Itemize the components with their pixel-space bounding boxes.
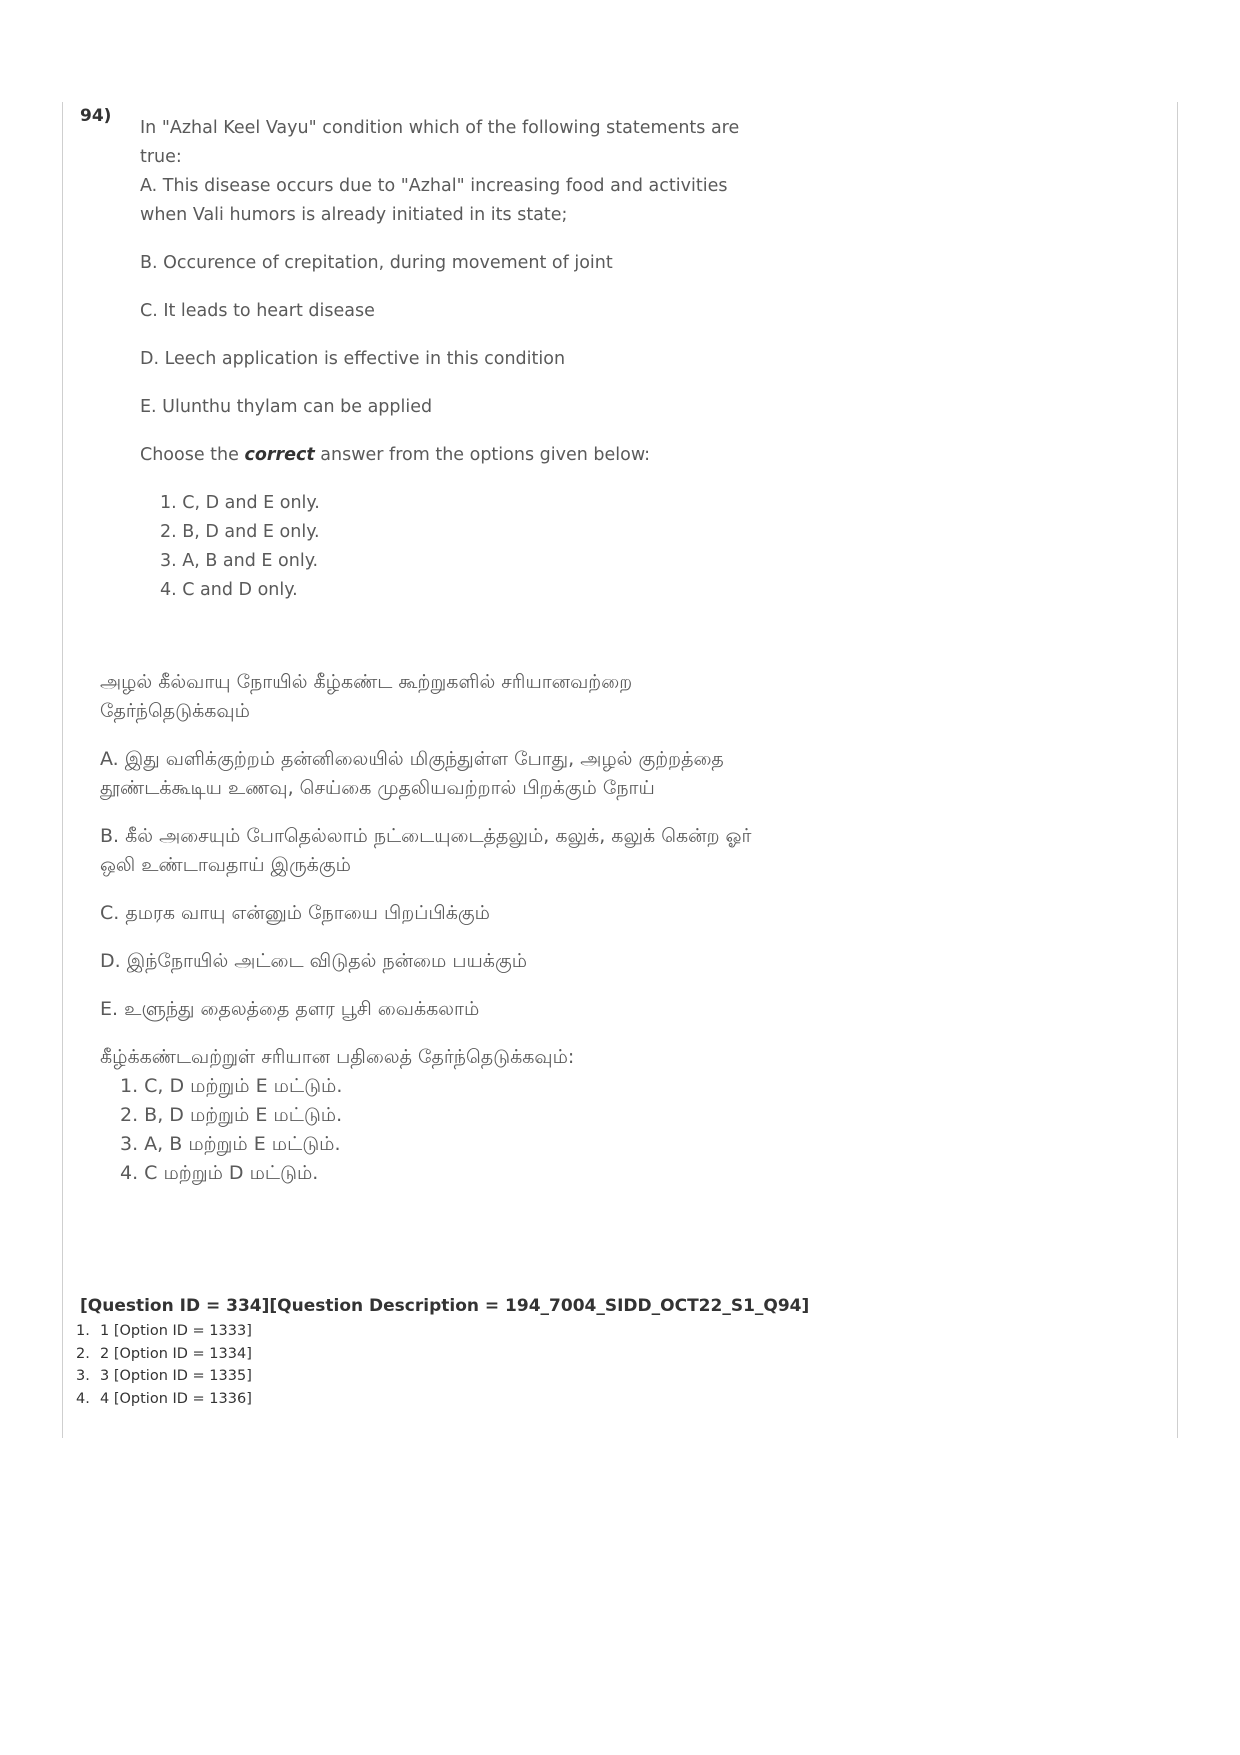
english-choose-instruction bbox=[140, 441, 740, 470]
choose-prefix: Choose the bbox=[140, 445, 245, 465]
tamil-statement-d: D. இந்நோயில் அட்டை விடுதல் நன்மை பயக்கும் bbox=[100, 950, 528, 972]
option-id-number: 3. bbox=[76, 1368, 90, 1384]
tamil-statement-c: C. தமரக வாயு என்னும் நோயை பிறப்பிக்கும் bbox=[100, 902, 490, 924]
english-stem-text: In "Azhal Keel Vayu" condition which of the following statements are true: bbox=[140, 118, 740, 167]
tamil-options-list bbox=[100, 1072, 780, 1188]
choose-suffix: answer from the options given below: bbox=[314, 445, 651, 465]
tamil-option: 2. B, D மற்றும் E மட்டும். bbox=[120, 1104, 343, 1126]
tamil-statement-b: B. கீல் அசையும் போதெல்லாம் நட்டையுடைத்தலும், கலுக், கலுக் கென்ற ஓர் ஒலி உண்டாவதாய் இருக்கும் bbox=[100, 825, 752, 876]
option-id-item bbox=[76, 1343, 252, 1366]
option-id-number: 2. bbox=[76, 1345, 90, 1362]
english-option: 2. B, D and E only. bbox=[160, 522, 320, 542]
option-id-item bbox=[76, 1320, 252, 1343]
option-id-number: 1. bbox=[76, 1323, 90, 1339]
tamil-statement-e: E. உளுந்து தைலத்தை தளர பூசி வைக்கலாம் bbox=[100, 998, 480, 1020]
option-id-item bbox=[76, 1388, 252, 1411]
english-option: 1. C, D and E only. bbox=[160, 493, 320, 513]
english-statement-d: D. Leech application is effective in this condition bbox=[140, 349, 566, 369]
option-id-number: 4. bbox=[76, 1390, 90, 1407]
english-stem bbox=[140, 114, 740, 230]
tamil-option: 1. C, D மற்றும் E மட்டும். bbox=[120, 1075, 343, 1097]
english-statement-a: A. This disease occurs due to "Azhal" increasing food and activities when Vali humors is already initiated in its state; bbox=[140, 176, 728, 225]
option-id-list bbox=[76, 1320, 252, 1410]
choose-emphasis: correct bbox=[244, 445, 315, 465]
option-id-text: 1 [Option ID = 1333] bbox=[100, 1323, 252, 1339]
english-statement-b: B. Occurence of crepitation, during movement of joint bbox=[140, 253, 613, 273]
english-question-block bbox=[140, 114, 740, 605]
question-number: 94) bbox=[80, 106, 112, 126]
option-id-item bbox=[76, 1365, 252, 1388]
english-statement-e: E. Ulunthu thylam can be applied bbox=[140, 397, 433, 417]
english-statement-c: C. It leads to heart disease bbox=[140, 301, 375, 321]
option-id-text: 3 [Option ID = 1335] bbox=[100, 1368, 252, 1384]
english-option: 3. A, B and E only. bbox=[160, 551, 319, 571]
tamil-option: 4. C மற்றும் D மட்டும். bbox=[120, 1162, 319, 1184]
tamil-question-block bbox=[100, 668, 780, 1188]
question-meta-line: [Question ID = 334][Question Description = 194_7004_SIDD_OCT22_S1_Q94] bbox=[80, 1296, 810, 1316]
english-option: 4. C and D only. bbox=[160, 580, 298, 600]
tamil-option: 3. A, B மற்றும் E மட்டும். bbox=[120, 1133, 341, 1155]
option-id-text: 4 [Option ID = 1336] bbox=[100, 1390, 252, 1407]
tamil-statement-a: A. இது வளிக்குற்றம் தன்னிலையில் மிகுந்துள்ள போது, அழல் குற்றத்தை தூண்டக்கூடிய உணவு, செய்கை முதலியவற்றால் பிறக்கும் நோய் bbox=[100, 748, 724, 799]
english-options-list bbox=[140, 489, 740, 605]
tamil-choose-instruction: கீழ்க்கண்டவற்றுள் சரியான பதிலைத் தேர்ந்தெடுக்கவும்: bbox=[100, 1046, 575, 1068]
option-id-text: 2 [Option ID = 1334] bbox=[100, 1345, 252, 1362]
tamil-stem: அழல் கீல்வாயு நோயில் கீழ்கண்ட கூற்றுகளில் சரியானவற்றை தேர்ந்தெடுக்கவும் bbox=[100, 671, 633, 722]
